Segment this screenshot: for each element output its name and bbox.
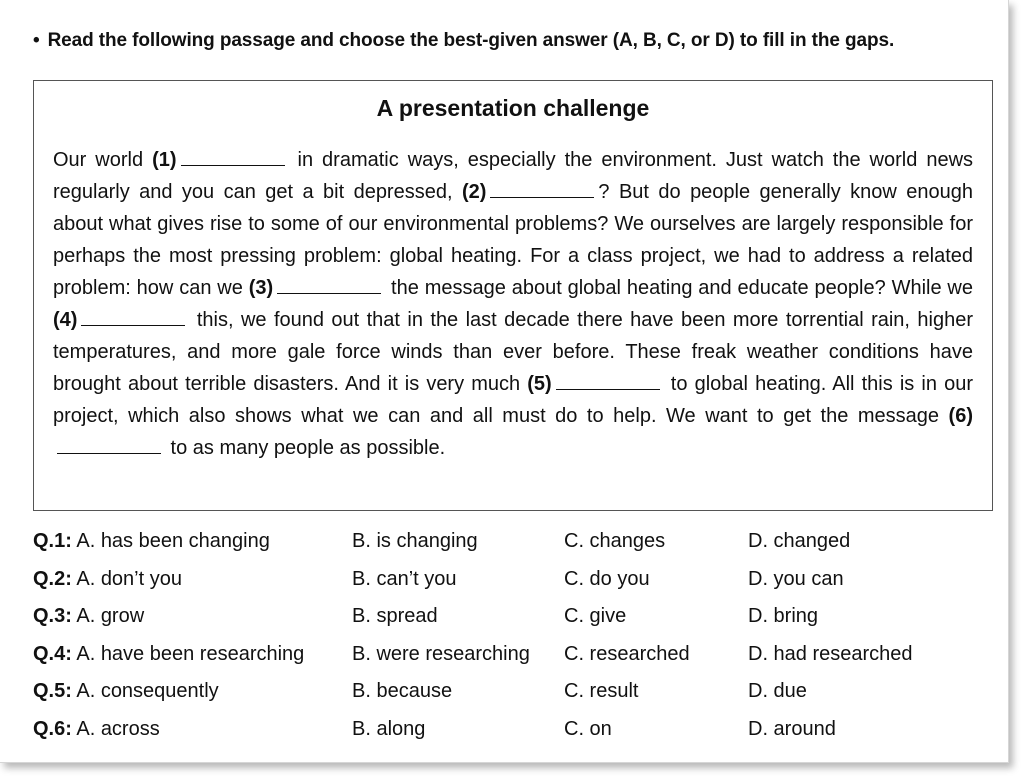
- option-d[interactable]: D. bring: [748, 605, 819, 628]
- option-c[interactable]: C. do you: [564, 567, 650, 590]
- option-a[interactable]: A. across: [76, 717, 160, 740]
- passage-body: [53, 144, 973, 464]
- option-c[interactable]: C. researched: [564, 642, 690, 665]
- gap-number: (5): [527, 373, 552, 395]
- question-label: Q.1:: [33, 530, 72, 552]
- gap-blank[interactable]: [556, 371, 660, 390]
- gap-number: (2): [461, 181, 487, 203]
- option-a[interactable]: A. grow: [76, 605, 145, 628]
- gap-blank[interactable]: [81, 307, 185, 326]
- gap-blank[interactable]: [57, 435, 161, 454]
- option-a[interactable]: A. consequently: [76, 680, 219, 703]
- gap-number: (4): [53, 309, 78, 331]
- gap-number: (6): [948, 405, 973, 427]
- option-d[interactable]: D. had researched: [748, 642, 913, 665]
- option-a[interactable]: A. have been researching: [76, 642, 305, 665]
- option-b[interactable]: B. can’t you: [352, 567, 457, 590]
- passage-text: Our world: [53, 149, 153, 171]
- question-label: Q.5:: [33, 680, 72, 703]
- gap-blank[interactable]: [490, 179, 594, 198]
- passage-text: to as many people as possible.: [165, 437, 446, 459]
- question-label: Q.4:: [33, 642, 72, 665]
- option-c[interactable]: C. changes: [564, 530, 666, 552]
- option-c[interactable]: C. result: [564, 680, 639, 703]
- instruction-text: Read the following passage and choose the best-given answer (A, B, C, or D) to fill in the gaps.: [47, 30, 895, 51]
- passage-title: A presentation challenge: [376, 95, 650, 121]
- passage-text: ? But do people generally know enough about what gives rise to some of our environmental problems? We ourselves are largely responsible for perhaps the most pressing problem: global heating. For a class project, we had to address a related problem: how can we: [53, 181, 973, 299]
- passage-text: the message about global heating and educate people? While we: [385, 277, 973, 299]
- question-label: Q.2:: [33, 567, 72, 590]
- option-d[interactable]: D. changed: [748, 530, 851, 552]
- bullet-icon: •: [33, 30, 40, 51]
- gap-blank[interactable]: [277, 275, 381, 294]
- option-b[interactable]: B. along: [352, 717, 426, 740]
- option-b[interactable]: B. spread: [352, 605, 438, 628]
- gap-number: (1): [152, 149, 177, 171]
- question-label: Q.6:: [33, 717, 72, 740]
- option-d[interactable]: D. you can: [748, 567, 844, 590]
- option-b[interactable]: B. is changing: [352, 530, 478, 552]
- option-b[interactable]: B. were researching: [352, 642, 530, 665]
- option-d[interactable]: D. around: [748, 717, 836, 740]
- passage-text: to global heating. All this is in our project, which also shows what we can and all must do to help. We want to get the message: [53, 373, 973, 427]
- option-d[interactable]: D. due: [748, 680, 807, 703]
- option-c[interactable]: C. give: [564, 605, 627, 628]
- option-a[interactable]: A. don’t you: [76, 567, 182, 590]
- option-a[interactable]: A. has been changing: [76, 530, 270, 552]
- option-b[interactable]: B. because: [352, 680, 453, 703]
- instruction: [33, 30, 894, 52]
- passage-text: this, we found out that in the last decade there have been more torrential rain, higher temperatures, and more gale force winds than ever before. These freak weather conditions have brought about terrible disasters. And it is very much: [53, 309, 973, 395]
- passage-box: [33, 80, 993, 511]
- question-label: Q.3:: [33, 605, 72, 628]
- gap-number: (3): [248, 277, 274, 299]
- option-c[interactable]: C. on: [564, 717, 612, 740]
- gap-blank[interactable]: [181, 147, 285, 166]
- passage-text: in dramatic ways, especially the environment. Just watch the world news regularly and you can get a bit depressed,: [53, 149, 974, 203]
